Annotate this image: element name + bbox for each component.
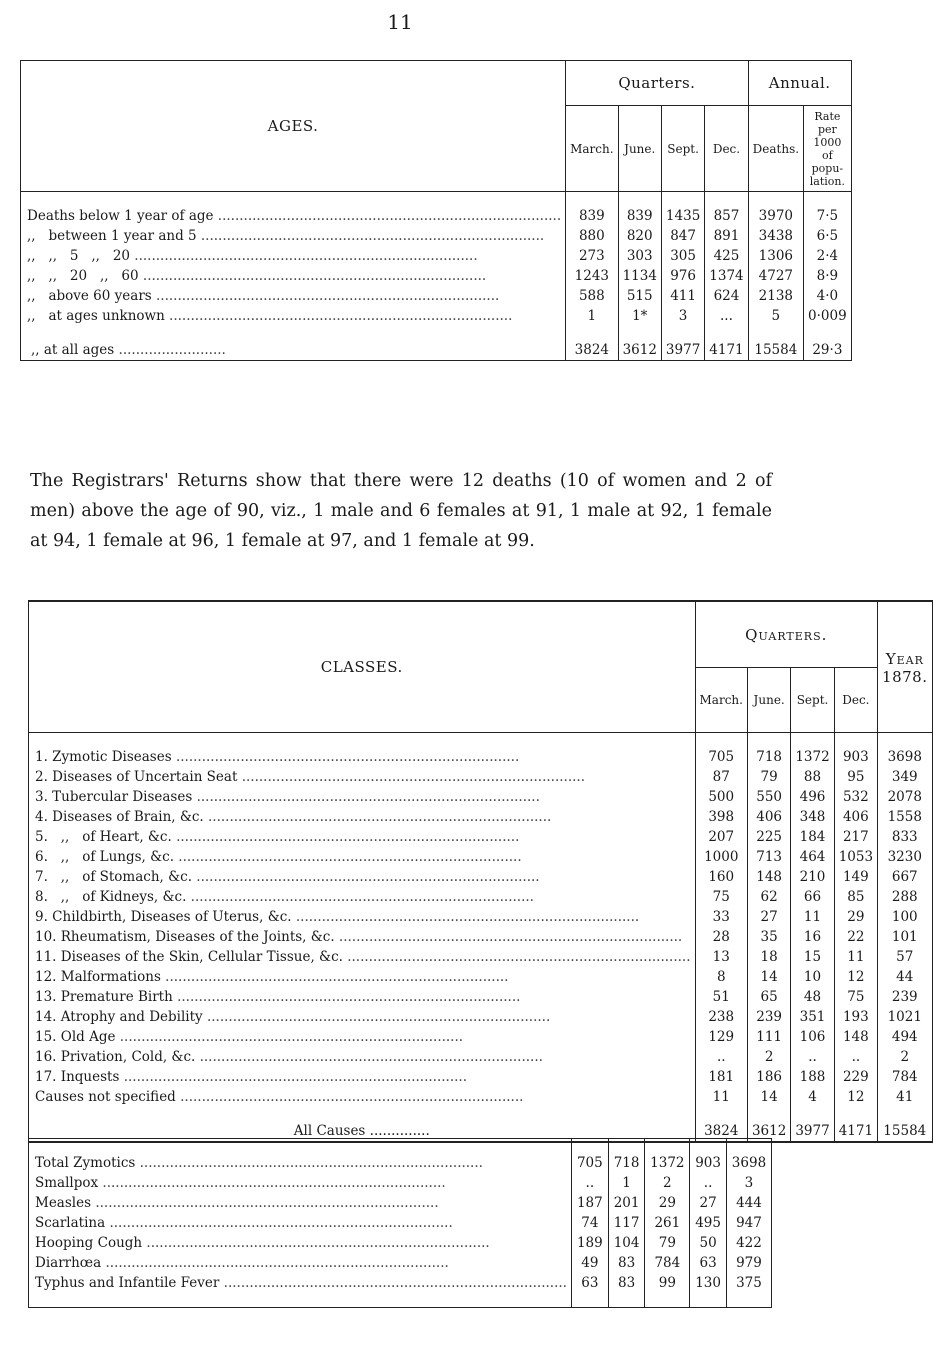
cell: 27: [747, 907, 790, 927]
cell: 348: [791, 807, 834, 827]
cell: 2·4: [804, 246, 852, 266]
table-row: [29, 1213, 772, 1233]
row-label: Causes not specified: [35, 1089, 176, 1105]
row-label: 8. ,, of Kidneys, &c.: [35, 889, 187, 905]
cell: 13: [695, 947, 747, 967]
cell: 947: [726, 1213, 771, 1233]
cell: 496: [791, 787, 834, 807]
table-row: [29, 1273, 772, 1293]
cell: 117: [608, 1213, 645, 1233]
leader-dots: ................................................................................: [192, 789, 540, 805]
cell: 2: [747, 1047, 790, 1067]
cell: 130: [690, 1273, 727, 1293]
cell: 3: [726, 1173, 771, 1193]
cell: 303: [618, 246, 661, 266]
cell: 406: [834, 807, 877, 827]
cell: 4171: [834, 1121, 877, 1142]
cell: 1*: [618, 306, 661, 326]
cell: 351: [791, 1007, 834, 1027]
cell: 667: [878, 867, 932, 887]
leader-dots: ................................................................................: [196, 228, 545, 244]
cell: 189: [571, 1233, 608, 1253]
cell: 1558: [878, 807, 932, 827]
table-row: [21, 226, 852, 246]
cell: 85: [834, 887, 877, 907]
cell: 847: [661, 226, 704, 246]
leader-dots: ................................................................................: [119, 1069, 467, 1085]
cell: 624: [705, 286, 748, 306]
cell: 3: [661, 306, 704, 326]
cell: 411: [661, 286, 704, 306]
cell: 87: [695, 767, 747, 787]
leader-dots: ................................................................................: [219, 1275, 567, 1291]
leader-dots: ................................................................................: [191, 869, 540, 885]
cell: 29: [834, 907, 877, 927]
cell: 4·0: [804, 286, 852, 306]
row-label: Scarlatina: [35, 1215, 106, 1231]
col-june: June.: [747, 668, 790, 733]
cell: 14: [747, 1087, 790, 1107]
registrars-paragraph: The Registrars' Returns show that there were 12 deaths (10 of women and 2 of men) above the age of 90, viz., 1 male and 6 females at 91, 1 male at 92, 1 female at 94, 1 female at 96, 1 female at 97, and 1 female at 99.: [30, 471, 772, 551]
row-label: 11. Diseases of the Skin, Cellular Tissue, &c.: [35, 949, 343, 965]
table-row: [29, 1253, 772, 1273]
year-value: 1878.: [878, 668, 932, 733]
row-label: 5. ,, of Heart, &c.: [35, 829, 172, 845]
cell: 464: [791, 847, 834, 867]
leader-dots: ................................................................................: [171, 829, 520, 845]
cell: 903: [690, 1153, 727, 1173]
leader-dots: ................................................................................: [342, 949, 691, 965]
cell: 1000: [695, 847, 747, 867]
row-label: Smallpox: [35, 1175, 99, 1191]
table-row: [29, 1027, 933, 1047]
cell: 718: [747, 747, 790, 767]
leader-dots: ................................................................................: [172, 989, 521, 1005]
cell: 3612: [747, 1121, 790, 1142]
table-row: [29, 827, 933, 847]
cell: 4171: [705, 340, 748, 361]
cell: 1372: [645, 1153, 690, 1173]
row-label: Typhus and Infantile Fever: [35, 1275, 220, 1291]
leader-dots: ................................................................................: [174, 849, 522, 865]
leader-dots: ................................................................................: [151, 288, 500, 304]
cell: 3438: [748, 226, 803, 246]
cell: 83: [608, 1273, 645, 1293]
cell: 188: [791, 1067, 834, 1087]
cell: 2: [645, 1173, 690, 1193]
cell: 149: [834, 867, 877, 887]
cell: 1306: [748, 246, 803, 266]
row-label: ,, between 1 year and 5: [27, 228, 197, 244]
cell: 35: [747, 927, 790, 947]
table-row: [29, 807, 933, 827]
cell: 718: [608, 1153, 645, 1173]
cell: 111: [747, 1027, 790, 1047]
col-sept: Sept.: [661, 106, 704, 192]
cell: ..: [571, 1173, 608, 1193]
cell: ...: [705, 306, 748, 326]
row-label: Diarrhœa: [35, 1255, 102, 1271]
leader-dots: ................................................................................: [138, 268, 487, 284]
page-number: 11: [387, 10, 413, 34]
cell: 1243: [566, 266, 618, 286]
cell: 494: [878, 1027, 932, 1047]
cell: 186: [747, 1067, 790, 1087]
cell: 3698: [726, 1153, 771, 1173]
classes-header: CLASSES.: [29, 601, 696, 733]
row-label: Total Zymotics: [35, 1155, 136, 1171]
leader-dots: ................................................................................: [334, 929, 683, 945]
cell: 5: [748, 306, 803, 326]
row-label: 2. Diseases of Uncertain Seat: [35, 769, 238, 785]
cell: 201: [608, 1193, 645, 1213]
cell: 83: [608, 1253, 645, 1273]
table-row: [21, 286, 852, 306]
row-label: ,, at ages unknown: [27, 308, 165, 324]
table-row: [21, 306, 852, 326]
cell: 784: [878, 1067, 932, 1087]
leader-dots: ................................................................................: [135, 1155, 483, 1171]
cell: 88: [791, 767, 834, 787]
cell: 1374: [705, 266, 748, 286]
cell: 0·009: [804, 306, 852, 326]
cell: 160: [695, 867, 747, 887]
cell: 1: [566, 306, 618, 326]
cell: 22: [834, 927, 877, 947]
ages-table: [20, 60, 852, 361]
leader-dots: ................................................................................: [203, 809, 552, 825]
cell: 33: [695, 907, 747, 927]
row-label: 6. ,, of Lungs, &c.: [35, 849, 175, 865]
cell: 515: [618, 286, 661, 306]
cell: 74: [571, 1213, 608, 1233]
table-row: [29, 1007, 933, 1027]
table-row: [29, 987, 933, 1007]
row-label: ,, ,, 5 ,, 20: [27, 248, 131, 264]
cell: 713: [747, 847, 790, 867]
cell: 288: [878, 887, 932, 907]
row-label: 7. ,, of Stomach, &c.: [35, 869, 192, 885]
table-row: [21, 266, 852, 286]
table-row: [29, 787, 933, 807]
cell: 7·5: [804, 206, 852, 226]
row-label: 3. Tubercular Diseases: [35, 789, 193, 805]
cell: 65: [747, 987, 790, 1007]
cell: 210: [791, 867, 834, 887]
cell: 3230: [878, 847, 932, 867]
cell: 839: [618, 206, 661, 226]
cell: 4727: [748, 266, 803, 286]
cell: 1134: [618, 266, 661, 286]
row-label: ,, above 60 years: [27, 288, 152, 304]
leader-dots: ................................................................................: [291, 909, 640, 925]
cell: 784: [645, 1253, 690, 1273]
table-row: [29, 1233, 772, 1253]
table-row: [29, 967, 933, 987]
col-march: March.: [566, 106, 618, 192]
table-row: [29, 867, 933, 887]
cell: ..: [695, 1047, 747, 1067]
cell: 500: [695, 787, 747, 807]
cell: 2078: [878, 787, 932, 807]
cell: 398: [695, 807, 747, 827]
cell: ..: [791, 1047, 834, 1067]
table-row: [21, 246, 852, 266]
table-row: [29, 927, 933, 947]
cell: 29·3: [804, 340, 852, 361]
cell: 129: [695, 1027, 747, 1047]
cell: 11: [695, 1087, 747, 1107]
cell: 11: [791, 907, 834, 927]
cell: 57: [878, 947, 932, 967]
cell: 273: [566, 246, 618, 266]
leader-dots: ................................................................................: [175, 1089, 524, 1105]
leader-dots: ................................................................................: [160, 969, 509, 985]
cell: 4: [791, 1087, 834, 1107]
cell: 148: [747, 867, 790, 887]
row-label: All Causes: [293, 1123, 366, 1139]
table-row: [29, 1067, 933, 1087]
table-row: [29, 887, 933, 907]
cell: 18: [747, 947, 790, 967]
cell: 27: [690, 1193, 727, 1213]
cell: 820: [618, 226, 661, 246]
cell: 66: [791, 887, 834, 907]
cell: 14: [747, 967, 790, 987]
table-row: [29, 767, 933, 787]
cell: 51: [695, 987, 747, 1007]
leader-dots: ................................................................................: [171, 749, 520, 765]
year-header: Year: [878, 601, 932, 668]
cell: 3977: [661, 340, 704, 361]
cell: 41: [878, 1087, 932, 1107]
cell: ..: [834, 1047, 877, 1067]
row-label: Deaths below 1 year of age: [27, 208, 214, 224]
table-row: [29, 907, 933, 927]
leader-dots: ................................................................................: [91, 1195, 439, 1211]
row-label: 1. Zymotic Diseases: [35, 749, 172, 765]
cell: 104: [608, 1233, 645, 1253]
cell: 79: [747, 767, 790, 787]
row-label: 16. Privation, Cold, &c.: [35, 1049, 196, 1065]
table-row: [29, 1087, 933, 1107]
classes-total-row: All Causes .............. 3824 3612 3977 4171 15584: [29, 1121, 933, 1142]
cell: 11: [834, 947, 877, 967]
row-label: 12. Malformations: [35, 969, 161, 985]
leader-dots: ................................................................................: [164, 308, 513, 324]
cell: 8: [695, 967, 747, 987]
cell: 15584: [748, 340, 803, 361]
quarters-group-header: Quarters.: [566, 61, 749, 106]
col-deaths: Deaths.: [748, 106, 803, 192]
cell: 261: [645, 1213, 690, 1233]
cell: 550: [747, 787, 790, 807]
leader-dots: ................................................................................: [195, 1049, 543, 1065]
table-row: [21, 206, 852, 226]
leader-dots: ................................................................................: [115, 1029, 464, 1045]
cell: 62: [747, 887, 790, 907]
cell: 29: [645, 1193, 690, 1213]
cell: 217: [834, 827, 877, 847]
cell: 207: [695, 827, 747, 847]
cell: 422: [726, 1233, 771, 1253]
cell: 181: [695, 1067, 747, 1087]
cell: 857: [705, 206, 748, 226]
table-row: [29, 1193, 772, 1213]
cell: 101: [878, 927, 932, 947]
cell: 375: [726, 1273, 771, 1293]
table-row: [29, 1047, 933, 1067]
cell: 891: [705, 226, 748, 246]
cell: 705: [571, 1153, 608, 1173]
cell: 406: [747, 807, 790, 827]
col-march: March.: [695, 668, 747, 733]
row-label: Measles: [35, 1195, 92, 1211]
table-row: [29, 947, 933, 967]
cell: 95: [834, 767, 877, 787]
annual-group-header: Annual.: [748, 61, 851, 106]
row-label: 15. Old Age: [35, 1029, 116, 1045]
cell: 106: [791, 1027, 834, 1047]
cell: 63: [690, 1253, 727, 1273]
cell: 3824: [566, 340, 618, 361]
cell: 349: [878, 767, 932, 787]
cell: 15584: [878, 1121, 932, 1142]
cell: 75: [834, 987, 877, 1007]
cell: 6·5: [804, 226, 852, 246]
cell: 979: [726, 1253, 771, 1273]
leader-dots: ................................................................................: [142, 1235, 490, 1251]
cell: 532: [834, 787, 877, 807]
col-dec: Dec.: [705, 106, 748, 192]
col-june: June.: [618, 106, 661, 192]
cell: 100: [878, 907, 932, 927]
cell: 705: [695, 747, 747, 767]
col-sept: Sept.: [791, 668, 834, 733]
cell: 28: [695, 927, 747, 947]
cell: 229: [834, 1067, 877, 1087]
cell: 16: [791, 927, 834, 947]
leader-dots: ................................................................................: [105, 1215, 453, 1231]
row-label: 9. Childbirth, Diseases of Uterus, &c.: [35, 909, 292, 925]
row-label: ,, ,, 20 ,, 60: [27, 268, 139, 284]
row-label: ,, at all ages: [31, 342, 115, 358]
cell: 903: [834, 747, 877, 767]
cell: 225: [747, 827, 790, 847]
cell: 1372: [791, 747, 834, 767]
table-row: [29, 847, 933, 867]
cell: 1435: [661, 206, 704, 226]
cell: 15: [791, 947, 834, 967]
cell: 833: [878, 827, 932, 847]
cell: 2: [878, 1047, 932, 1067]
ages-header: AGES.: [21, 61, 566, 192]
cell: 148: [834, 1027, 877, 1047]
leader-dots: ................................................................................: [98, 1175, 446, 1191]
cell: 3698: [878, 747, 932, 767]
cell: 99: [645, 1273, 690, 1293]
cell: 3970: [748, 206, 803, 226]
cell: 880: [566, 226, 618, 246]
leader-dots: ................................................................................: [101, 1255, 449, 1271]
ages-total-row: ,, at all ages ......................... 3824 3612 3977 4171 15584 29·3: [21, 340, 852, 361]
row-label: 4. Diseases of Brain, &c.: [35, 809, 204, 825]
zymotic-table: [28, 1138, 772, 1308]
table-row: [29, 747, 933, 767]
leader-dots: ................................................................................: [237, 769, 585, 785]
col-rate: Rate per 1000 of popu-lation.: [804, 106, 852, 192]
cell: 12: [834, 967, 877, 987]
classes-table: [28, 600, 933, 1143]
cell: 425: [705, 246, 748, 266]
cell: 10: [791, 967, 834, 987]
cell: 239: [747, 1007, 790, 1027]
row-label: Hooping Cough: [35, 1235, 143, 1251]
leader-dots: ................................................................................: [213, 208, 562, 224]
cell: 305: [661, 246, 704, 266]
cell: 588: [566, 286, 618, 306]
row-label: 13. Premature Birth: [35, 989, 173, 1005]
row-label: 14. Atrophy and Debility: [35, 1009, 203, 1025]
cell: 238: [695, 1007, 747, 1027]
cell: 839: [566, 206, 618, 226]
cell: 75: [695, 887, 747, 907]
cell: 12: [834, 1087, 877, 1107]
cell: 49: [571, 1253, 608, 1273]
row-label: 10. Rheumatism, Diseases of the Joints, &c.: [35, 929, 335, 945]
cell: 187: [571, 1193, 608, 1213]
quarters-group-header: Quarters.: [695, 601, 878, 668]
cell: 976: [661, 266, 704, 286]
row-label: 17. Inquests: [35, 1069, 120, 1085]
cell: 50: [690, 1233, 727, 1253]
cell: 2138: [748, 286, 803, 306]
cell: 444: [726, 1193, 771, 1213]
cell: 495: [690, 1213, 727, 1233]
table-row: [29, 1153, 772, 1173]
cell: ..: [690, 1173, 727, 1193]
cell: 3824: [695, 1121, 747, 1142]
leader-dots: ................................................................................: [202, 1009, 551, 1025]
cell: 79: [645, 1233, 690, 1253]
cell: 8·9: [804, 266, 852, 286]
cell: 1021: [878, 1007, 932, 1027]
cell: 63: [571, 1273, 608, 1293]
cell: 44: [878, 967, 932, 987]
cell: 3977: [791, 1121, 834, 1142]
cell: 1053: [834, 847, 877, 867]
table-row: [29, 1173, 772, 1193]
cell: 184: [791, 827, 834, 847]
cell: 48: [791, 987, 834, 1007]
col-dec: Dec.: [834, 668, 877, 733]
cell: 239: [878, 987, 932, 1007]
leader-dots: ................................................................................: [130, 248, 478, 264]
cell: 3612: [618, 340, 661, 361]
cell: 1: [608, 1173, 645, 1193]
leader-dots: ................................................................................: [186, 889, 534, 905]
cell: 193: [834, 1007, 877, 1027]
